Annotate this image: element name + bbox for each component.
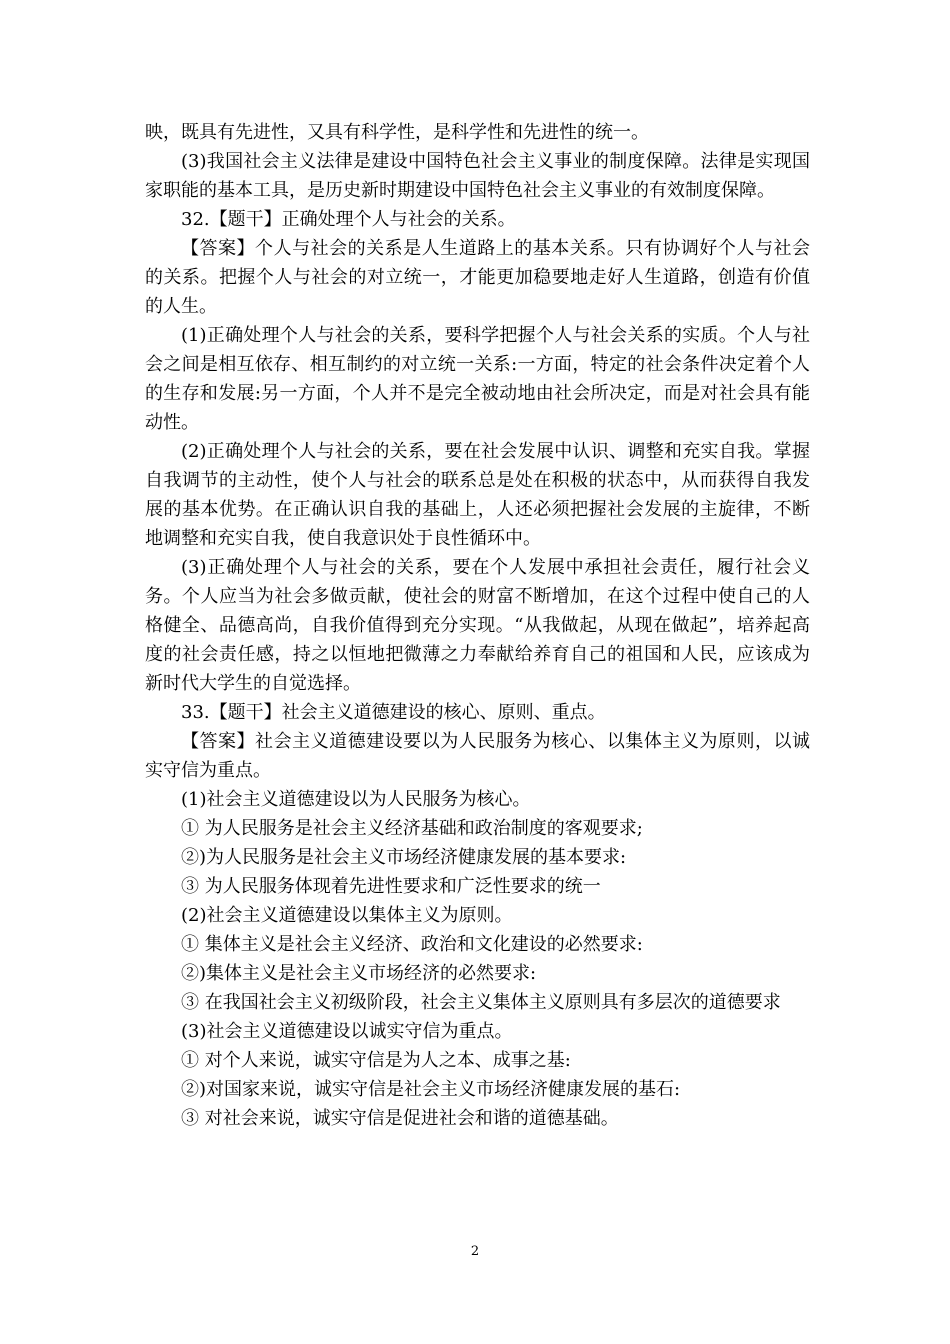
page-number: 2 xyxy=(470,1244,480,1259)
answer-paragraph: 【答案】社会主义道德建设要以为人民服务为核心、以集体主义为原则，以诚实守信为重点。 xyxy=(145,731,810,781)
section-heading: (1)社会主义道德建设以为人民服务为核心。 xyxy=(181,789,531,810)
section-heading: (3)社会主义道德建设以诚实守信为重点。 xyxy=(181,1021,513,1042)
paragraph: (2)正确处理个人与社会的关系，要在社会发展中认识、调整和充实自我。掌握自我调节的主动性，使个人与社会的联系总是处在积极的状态中，从而获得自我发展的基本优势。在正确认识自我的基础上，人还必须把握社会发展的主旋律，不断地调整和充实自我，使自我意识处于良性循环中。 xyxy=(145,441,810,549)
section-heading: (2)社会主义道德建设以集体主义为原则。 xyxy=(181,905,513,926)
list-item: ②)为人民服务是社会主义市场经济健康发展的基本要求: xyxy=(181,847,627,868)
list-item: ③ 在我国社会主义初级阶段，社会主义集体主义原则具有多层次的道德要求 xyxy=(181,992,781,1013)
paragraph: 映，既具有先进性，又具有科学性，是科学性和先进性的统一。 xyxy=(145,122,649,143)
question-heading: 32.【题干】正确处理个人与社会的关系。 xyxy=(181,209,516,230)
list-item: ① 对个人来说，诚实守信是为人之本、成事之基: xyxy=(181,1050,571,1071)
list-item: ②)集体主义是社会主义市场经济的必然要求: xyxy=(181,963,537,984)
answer-paragraph: 【答案】个人与社会的关系是人生道路上的基本关系。只有协调好个人与社会的关系。把握个人与社会的对立统一，才能更加稳要地走好人生道路，创造有价值的人生。 xyxy=(145,238,810,317)
paragraph: (3)我国社会主义法律是建设中国特色社会主义事业的制度保障。法律是实现国家职能的基本工具，是历史新时期建设中国特色社会主义事业的有效制度保障。 xyxy=(145,151,810,201)
list-item: ②)对国家来说，诚实守信是社会主义市场经济健康发展的基石: xyxy=(181,1079,681,1100)
document-body xyxy=(145,118,810,1133)
paragraph: (3)正确处理个人与社会的关系，要在个人发展中承担社会责任，履行社会义务。个人应当为社会多做贡献，使社会的财富不断增加，在这个过程中使自己的人格健全、品德高尚，自我价值得到充分实现。“从我做起，从现在做起”，培养起高度的社会责任感，持之以恒地把微薄之力奉献给养育自己的祖国和人民，应该成为新时代大学生的自觉选择。 xyxy=(145,557,810,694)
list-item: ① 为人民服务是社会主义经济基础和政治制度的客观要求; xyxy=(181,818,643,839)
paragraph: (1)正确处理个人与社会的关系，要科学把握个人与社会关系的实质。个人与社会之间是相互依存、相互制约的对立统一关系:一方面，特定的社会条件决定着个人的生存和发展:另一方面，个人并不是完全被动地由社会所决定，而是对社会具有能动性。 xyxy=(145,325,810,433)
list-item: ③ 为人民服务体现着先进性要求和广泛性要求的统一 xyxy=(181,876,601,897)
list-item: ① 集体主义是社会主义经济、政治和文化建设的必然要求: xyxy=(181,934,643,955)
list-item: ③ 对社会来说，诚实守信是促进社会和谐的道德基础。 xyxy=(181,1108,619,1129)
question-heading: 33.【题干】社会主义道德建设的核心、原则、重点。 xyxy=(181,702,606,723)
